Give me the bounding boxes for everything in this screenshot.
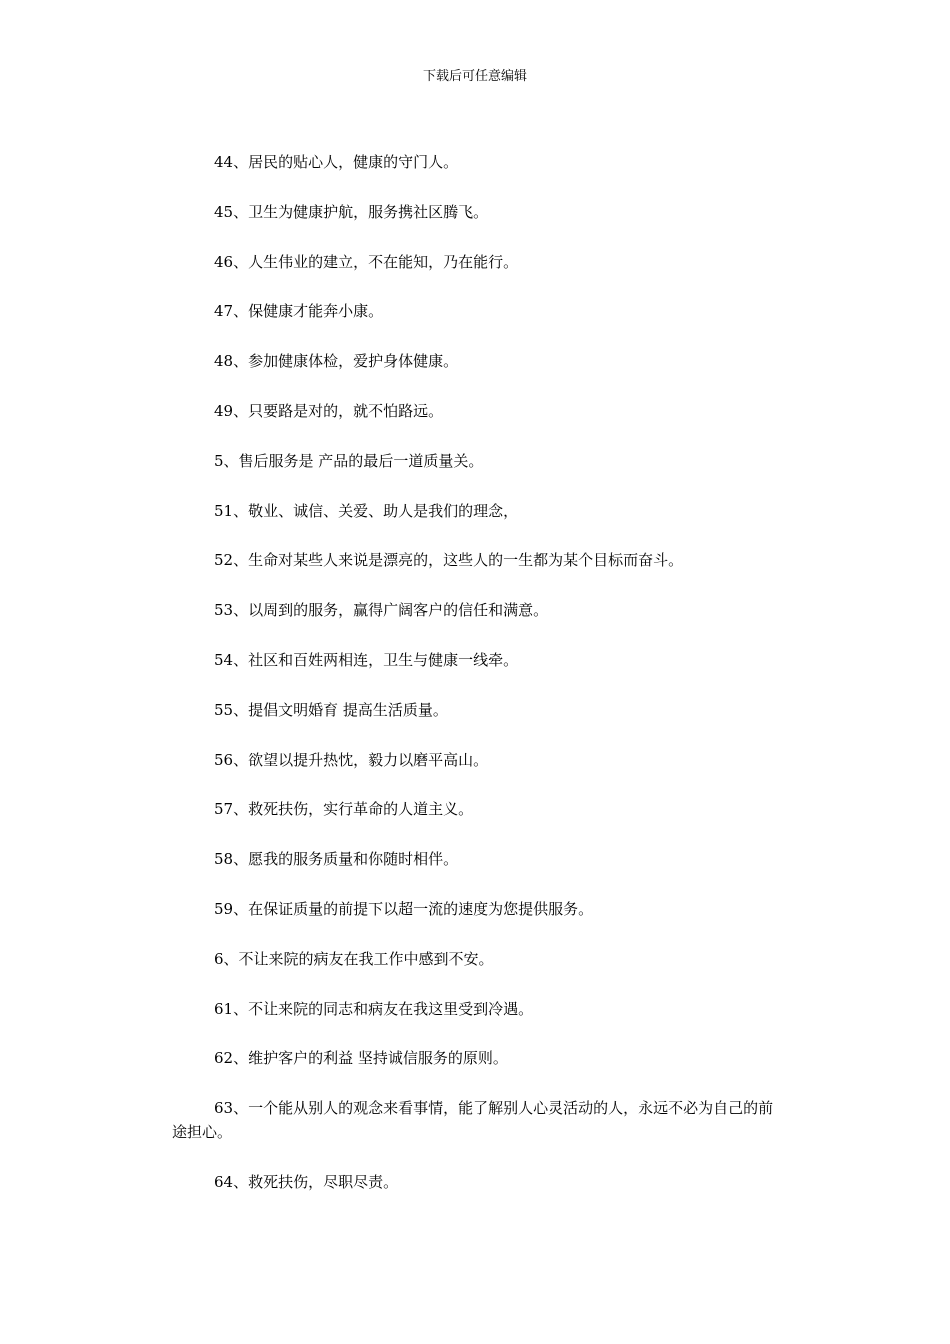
- paragraph: 47、保健康才能奔小康。: [214, 302, 384, 321]
- paragraph: 44、居民的贴心人，健康的守门人。: [214, 153, 459, 171]
- paragraph: 55、提倡文明婚育 提高生活质量。: [214, 700, 448, 719]
- paragraph: 5、售后服务是 产品的最后一道质量关。: [214, 451, 484, 470]
- document-body: [172, 150, 782, 1220]
- paragraph: 64、救死扶伤，尽职尽责。: [214, 1172, 399, 1191]
- paragraph: 63、一个能从别人的观念来看事情，能了解别人心灵活动的人，永远不必为自己的前途担心。: [172, 1099, 774, 1142]
- paragraph: 56、欲望以提升热忱，毅力以磨平高山。: [214, 750, 489, 769]
- page-header: 下载后可任意编辑: [422, 69, 527, 84]
- paragraph: 51、敬业、诚信、关爱、助人是我们的理念，: [214, 501, 519, 520]
- paragraph: 54、社区和百姓两相连，卫生与健康一线牵。: [214, 650, 519, 669]
- paragraph: 48、参加健康体检，爱护身体健康。: [214, 352, 459, 371]
- paragraph: 59、在保证质量的前提下以超一流的速度为您提供服务。: [214, 899, 594, 918]
- paragraph: 46、人生伟业的建立，不在能知，乃在能行。: [214, 252, 519, 271]
- paragraph: 45、卫生为健康护航，服务携社区腾飞。: [214, 202, 489, 221]
- paragraph: 53、以周到的服务，赢得广阔客户的信任和满意。: [214, 601, 549, 620]
- paragraph: 6、不让来院的病友在我工作中感到不安。: [214, 949, 494, 968]
- paragraph: 52、生命对某些人来说是漂亮的，这些人的一生都为某个目标而奋斗。: [214, 551, 684, 570]
- paragraph: 58、愿我的服务质量和你随时相伴。: [214, 850, 459, 869]
- paragraph: 62、维护客户的利益 坚持诚信服务的原则。: [214, 1049, 508, 1068]
- paragraph: 49、只要路是对的，就不怕路远。: [214, 401, 444, 420]
- paragraph: 61、不让来院的同志和病友在我这里受到冷遇。: [214, 999, 534, 1018]
- paragraph: 57、救死扶伤，实行革命的人道主义。: [214, 800, 474, 819]
